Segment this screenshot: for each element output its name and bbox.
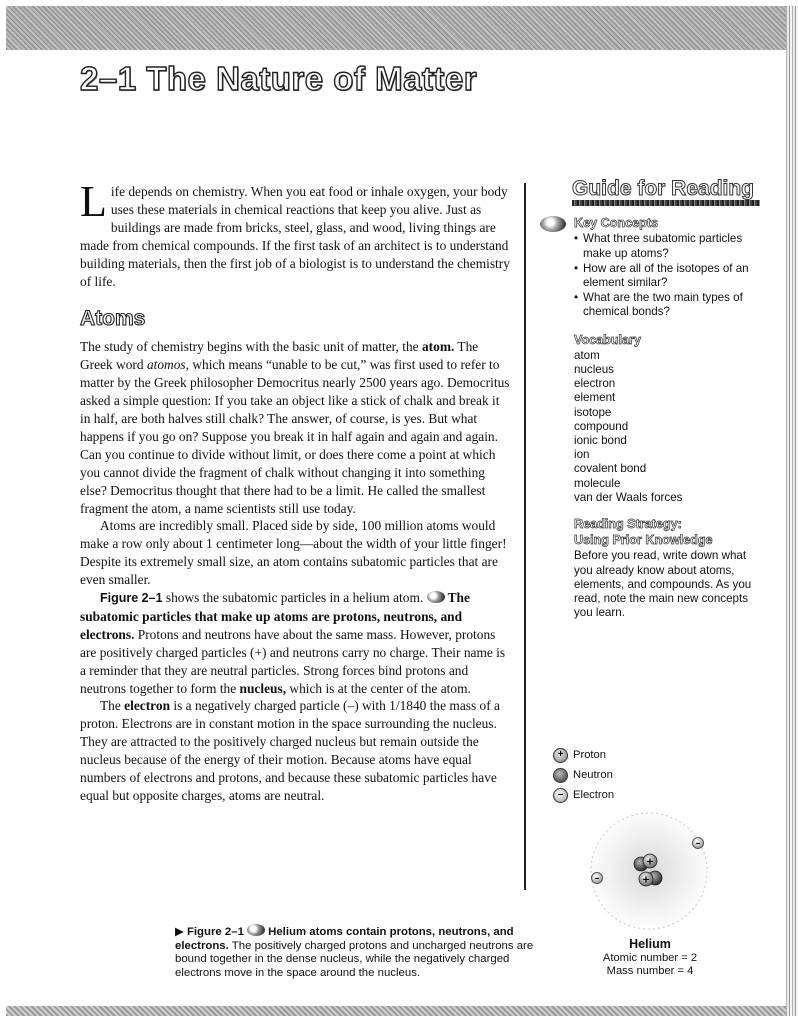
list-item: covalent bond xyxy=(574,462,647,476)
guide-title: Guide for Reading xyxy=(572,177,755,200)
proton-icon: + xyxy=(553,748,568,763)
proton-sign: + xyxy=(641,874,651,886)
list-item: nucleus xyxy=(574,363,614,377)
neutron-icon xyxy=(553,768,568,783)
particle-legend xyxy=(553,745,614,805)
intro-paragraph xyxy=(80,177,512,290)
text-run: is a negatively charged particle (–) with 1/1840 the mass of a proton. Electrons are in constant motion in the space surrounding the nucleus. They are attracted to the positively charged nucleus but remain outside the nucleus because of the energy of their motion. Because atoms have equal numbers of electrons and protons, and because these subatomic particles have equal but opposite charges, atoms are neutral. xyxy=(80,698,500,803)
electron-icon: – xyxy=(553,788,568,803)
vocabulary-heading: Vocabulary xyxy=(574,332,641,347)
list-item: molecule xyxy=(574,476,621,490)
list-item: • How are all of the isotopes of an element similar? xyxy=(574,262,761,290)
caption-key-sentence: Helium atoms contain protons, neutrons, and electrons. xyxy=(175,926,514,952)
helium-info xyxy=(580,938,720,979)
atoms-paragraph-2: Atoms are incredibly small. Placed side by side, 100 million atoms would make a row only about 1 centimeter long—about the width of your little finger! Despite its extremely small size, an atom contains subatomic particles that are even smaller. xyxy=(80,518,507,588)
vocab-term-nucleus: nucleus, xyxy=(239,680,287,696)
list-item: electron xyxy=(574,377,616,391)
text-run: The Greek word xyxy=(80,339,479,373)
list-item: atom xyxy=(574,348,600,362)
electron-sign: – xyxy=(594,874,600,884)
list-item: • What three subatomic particles make up atoms? xyxy=(574,232,761,260)
drop-cap: L xyxy=(80,177,107,226)
vocab-term-electron: electron xyxy=(124,698,171,714)
legend-label: Neutron xyxy=(573,769,613,781)
key-concept-icon xyxy=(247,924,265,936)
proton-sign: + xyxy=(645,856,655,868)
bottom-border-band xyxy=(6,1006,786,1016)
electron-cloud xyxy=(587,809,711,933)
mass-number: Mass number = 4 xyxy=(606,965,694,978)
guide-for-reading-sidebar xyxy=(556,177,761,620)
helium-atom-diagram xyxy=(584,806,714,936)
atoms-paragraph-4 xyxy=(80,697,512,804)
text-run: shows the subatomic particles in a helium atom. xyxy=(162,590,427,606)
list-item: • What are the two main types of chemical bonds? xyxy=(574,291,761,319)
legend-neutron xyxy=(553,765,614,785)
key-concepts-heading: Key Concepts xyxy=(574,216,658,231)
legend-proton xyxy=(553,745,614,765)
list-item: compound xyxy=(574,419,629,433)
list-item: element xyxy=(574,391,616,405)
main-column xyxy=(80,177,512,805)
list-item: ion xyxy=(574,448,590,462)
key-concepts-list xyxy=(574,232,761,319)
intro-text: ife depends on chemistry. When you eat food or inhale oxygen, your body uses these materials in chemical reactions that keep you alive. Just as buildings are made from bricks, steel, glass, and wood, living things are made from chemical compounds. If the first task of an architect is to understand building materials, then the first job of a biologist is to understand the chemistry of life. xyxy=(80,184,510,289)
list-item: ionic bond xyxy=(574,434,627,448)
atoms-paragraph-1 xyxy=(80,338,512,517)
vocabulary-block xyxy=(556,333,761,505)
atoms-paragraph-3 xyxy=(80,589,512,697)
atomic-number: Atomic number = 2 xyxy=(602,951,698,964)
key-concepts-block xyxy=(556,216,761,319)
list-item: van der Waals forces xyxy=(574,490,683,504)
key-concept-icon xyxy=(427,591,445,603)
figure-reference: Figure 2–1 xyxy=(100,591,163,606)
chapter-title: 2–1 The Nature of Matter xyxy=(80,60,478,97)
right-page-edge xyxy=(786,6,798,1016)
legend-electron xyxy=(553,785,614,805)
electron-sign: – xyxy=(695,839,701,849)
column-divider xyxy=(524,183,526,890)
caption-arrow-icon: ▶ xyxy=(175,926,184,938)
legend-label: Proton xyxy=(573,749,606,761)
reading-strategy-heading: Reading Strategy: xyxy=(574,517,682,532)
text-run: The study of chemistry begins with the basic unit of matter, the xyxy=(80,339,422,355)
key-concept-sentence: The subatomic particles that make up atoms are protons, neutrons, and electrons. xyxy=(80,590,470,642)
caption-label: Figure 2–1 xyxy=(186,926,244,938)
atoms-heading: Atoms xyxy=(80,307,146,331)
text-run: The xyxy=(100,698,125,714)
italic-word: atomos, xyxy=(146,357,189,373)
text-run: which is at the center of the atom. xyxy=(286,680,471,696)
reading-strategy-subheading: Using Prior Knowledge xyxy=(574,533,713,548)
legend-label: Electron xyxy=(573,789,615,801)
key-concept-icon xyxy=(540,216,566,232)
list-item: isotope xyxy=(574,405,612,419)
caption-text: The positively charged protons and uncharged neutrons are bound together in the dense nucleus, while the negatively charged electrons move in the space around the nucleus. xyxy=(175,939,534,979)
atom-name: Helium xyxy=(629,937,671,951)
reading-strategy-block xyxy=(556,517,761,620)
top-border-band xyxy=(6,6,786,50)
figure-caption xyxy=(175,924,535,980)
vocabulary-list xyxy=(574,349,761,505)
reading-strategy-text: Before you read, write down what you already know about atoms, elements, and compounds. As you read, note the main new concepts you learn. xyxy=(574,549,752,620)
vocab-term-atom: atom. xyxy=(421,339,455,355)
guide-title-rule xyxy=(572,200,760,206)
text-run: Protons and neutrons have about the same mass. However, protons are positively charged particles (+) and neutrons carry no charge. Their name is a reminder that they are neutral particles. Strong forces bind protons and neutrons together to form the xyxy=(80,626,506,696)
text-run: which means “unable to be cut,” was first used to refer to matter by the Greek philosopher Democritus nearly 2500 years ago. Democritus asked a simple question: If you take an object like a stick of chalk and break it in half, are both halves still chalk? The answer, of course, is yes. But what happens if you go on? Suppose you break it in half again and again and again. Can you continue to divide without limit, or does there come a point at which you cannot divide the fragment of chalk without changing it into something else? Democritus thought that there had to be a limit. He called the smallest fragment the atom, a name scientists still use today. xyxy=(80,357,510,516)
